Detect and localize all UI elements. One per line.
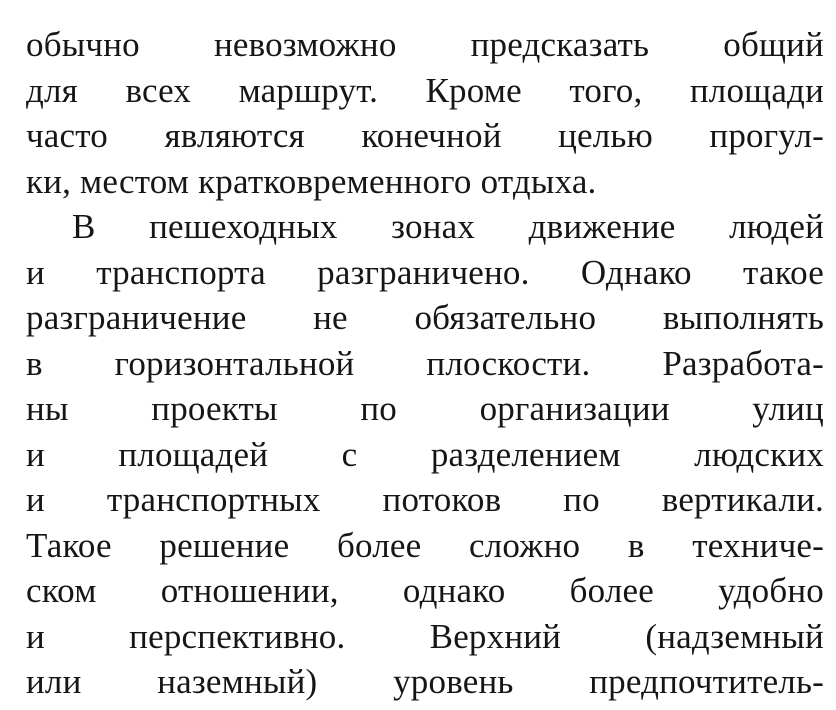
text-line: и площадей с разделением людских <box>26 434 824 474</box>
text-line: в горизонтальной плоскости. Разработа- <box>26 343 824 383</box>
paragraph-2 <box>26 204 824 705</box>
text-line: и транспортных потоков по вертикали. <box>26 480 824 519</box>
book-page <box>26 22 824 710</box>
text-line: часто являются конечной целью прогул- <box>26 116 824 155</box>
text-line: или наземный) уровень предпочтитель- <box>26 662 824 701</box>
text-line: и перспективно. Верхний (надземный <box>26 616 824 656</box>
text-line: для всех маршрут. Кроме того, площади <box>26 70 824 110</box>
text-line: Такое решение более сложно в техниче- <box>26 525 824 565</box>
paragraph-1 <box>26 22 824 204</box>
text-line: ском отношении, однако более удобно <box>26 571 824 610</box>
text-line: В пешеходных зонах движение людей <box>72 207 824 246</box>
text-line: обычно невозможно предсказать общий <box>26 25 824 64</box>
text-line: ны проекты по организации улиц <box>26 389 824 428</box>
text-line: ки, местом кратковременного отдыха. <box>26 161 597 201</box>
text-line: и транспорта разграничено. Однако такое <box>26 252 824 292</box>
text-line: разграничение не обязательно выполнять <box>26 298 824 337</box>
